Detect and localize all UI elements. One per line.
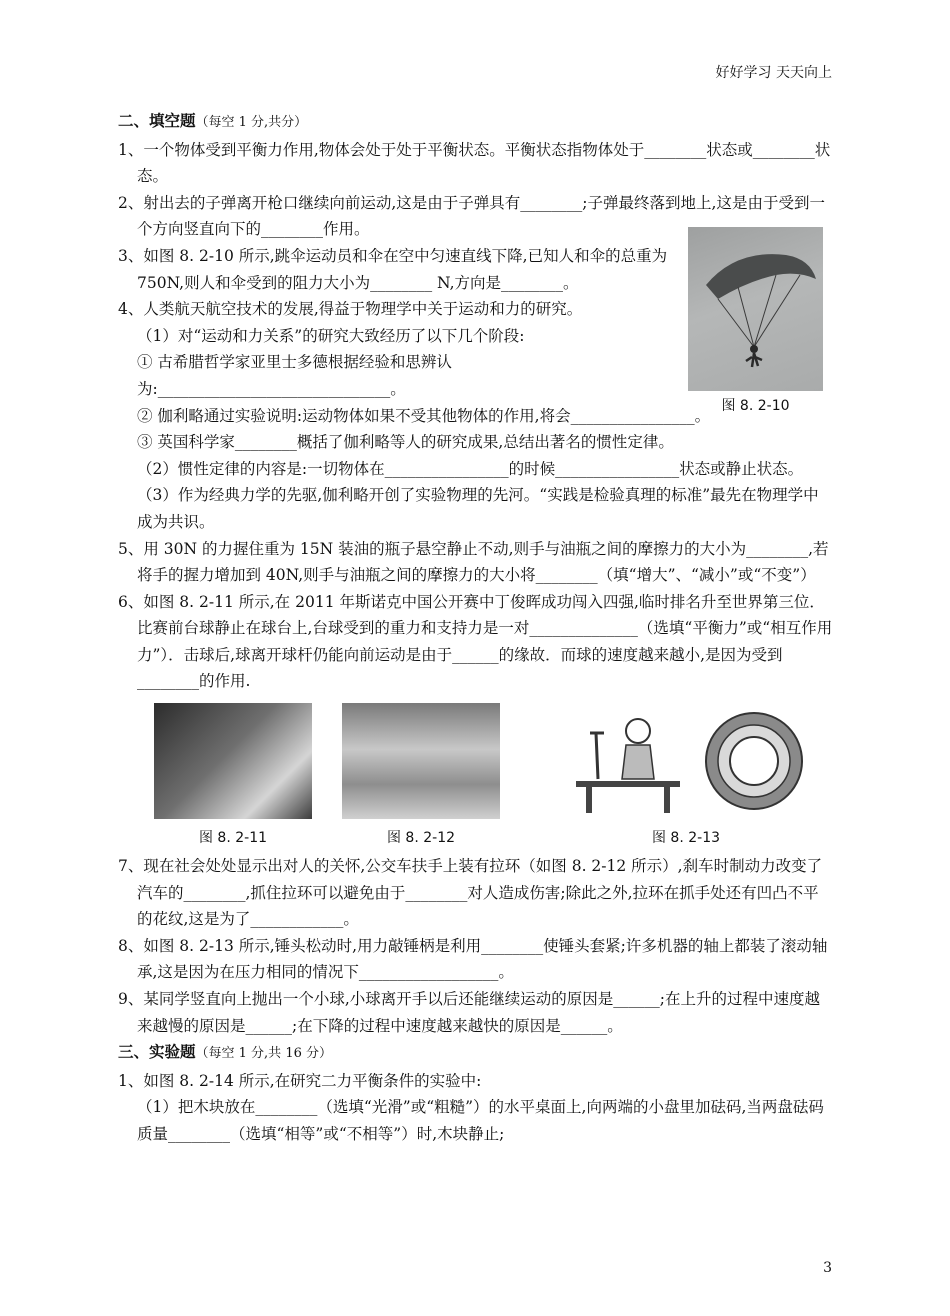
section-title: 三、实验题 [118,1042,196,1062]
figure-8-2-13 [568,703,804,852]
section-note: （每空 1 分,共 16 分） [195,1046,332,1062]
figure-caption: 图 8. 2-11 [198,830,268,847]
experiment-1-part-1: （1）把木块放在________（选填“光滑”或“粗糙”）的水平桌面上,向两端的小盘里加砝码,当两盘砝码质量________（选填“相等”或“不相等”）时,木块静止; [137,1098,824,1143]
figure-caption: 图 8. 2-12 [386,830,456,847]
question-5: 5、用 30N 的力握住重为 15N 装油的瓶子悬空静止不动,则手与油瓶之间的摩擦力的大小为________,若将手的握力增加到 40N,则手与油瓶之间的摩擦力的大小将________（填“增大”、“减小”或“不变”） [118,539,829,585]
question-4-part-1c: ③ 英国科学家________概括了伽利略等人的研究成果,总结出著名的惯性定律。 [137,433,674,452]
question-4-part-1b: ② 伽利略通过实验说明:运动物体如果不受其他物体的作用,将会________________。 [137,406,711,425]
question-8: 8、如图 8. 2-13 所示,锤头松动时,用力敲锤柄是利用________使锤头套紧;许多机器的轴上都装了滚动轴承,这是因为在压力相同的情况下__________________。 [118,936,828,982]
question-6: 6、如图 8. 2-11 所示,在 2011 年斯诺克中国公开赛中丁俊晖成功闯入四强,临时排名升至世界第三位．比赛前台球静止在球台上,台球受到的重力和支持力是一对______________（选填“平衡力”或“相互作用力”）．击球后,球离开球杆仍能向前运动是由于______的缘故．而球的速度越来越小,是因为受到________的作用. [118,592,833,691]
question-3: 3、如图 8. 2-10 所示,跳伞运动员和伞在空中匀速直线下降,已知人和伞的总重为 750N,则人和伞受到的阻力大小为________ N,方向是________。 [118,246,668,292]
document-body [118,108,834,1148]
question-4-intro: 4、人类航天航空技术的发展,得益于物理学中关于运动和力的研究。 [118,300,583,319]
figure-8-2-11 [154,703,312,852]
question-1: 1、一个物体受到平衡力作用,物体会处于处于平衡状态。平衡状态指物体处于________状态或________状态。 [118,140,831,186]
section-note: （每空 1 分,共分） [195,115,308,130]
section-heading [118,1039,834,1068]
question-4-part-1: （1）对“运动和力关系”的研究大致经历了以下几个阶段: [137,326,525,345]
figure-8-2-12 [342,703,500,852]
experiment-1-intro: 1、如图 8. 2-14 所示,在研究二力平衡条件的实验中: [118,1071,482,1090]
section-title: 二、填空题 [118,111,196,130]
question-7: 7、现在社会处处显示出对人的关怀,公交车扶手上装有拉环（如图 8. 2-12 所示）,刹车时制动力改变了汽车的________,抓住拉环可以避免由于________对人造成伤害;除此之外,拉环在抓手处还有凹凸不平的花纹,这是为了____________。 [118,857,823,929]
question-4-part-2: （2）惯性定律的内容是:一切物体在________________的时候________________状态或静止状态。 [137,459,804,478]
question-9: 9、某同学竖直向上抛出一个小球,小球离开手以后还能继续运动的原因是______;在上升的过程中速度越来越慢的原因是______;在下降的过程中速度越来越快的原因是______。 [118,990,821,1035]
figure-row [118,703,834,853]
question-4-part-1a: ① 古希腊哲学家亚里士多德根据经验和思辨认为:______________________________。 [137,353,452,398]
page-header: 好好学习 天天向上 [715,65,832,81]
question-4-part-3: （3）作为经典力学的先驱,伽利略开创了实验物理的先河。“实践是检验真理的标准”最先在物理学中成为共识。 [137,486,819,531]
question-2: 2、射出去的子弹离开枪口继续向前运动,这是由于子弹具有________;子弹最终落到地上,这是由于受到一个方向竖直向下的________作用。 [118,193,825,239]
page-number: 3 [823,1260,832,1276]
figure-caption: 图 8. 2-10 [721,398,790,414]
hammer-bearing-illustration [568,703,804,819]
snooker-photo [154,703,312,819]
figure-caption: 图 8. 2-13 [651,830,721,847]
bus-handle-photo [342,703,500,819]
section-heading [118,108,834,137]
